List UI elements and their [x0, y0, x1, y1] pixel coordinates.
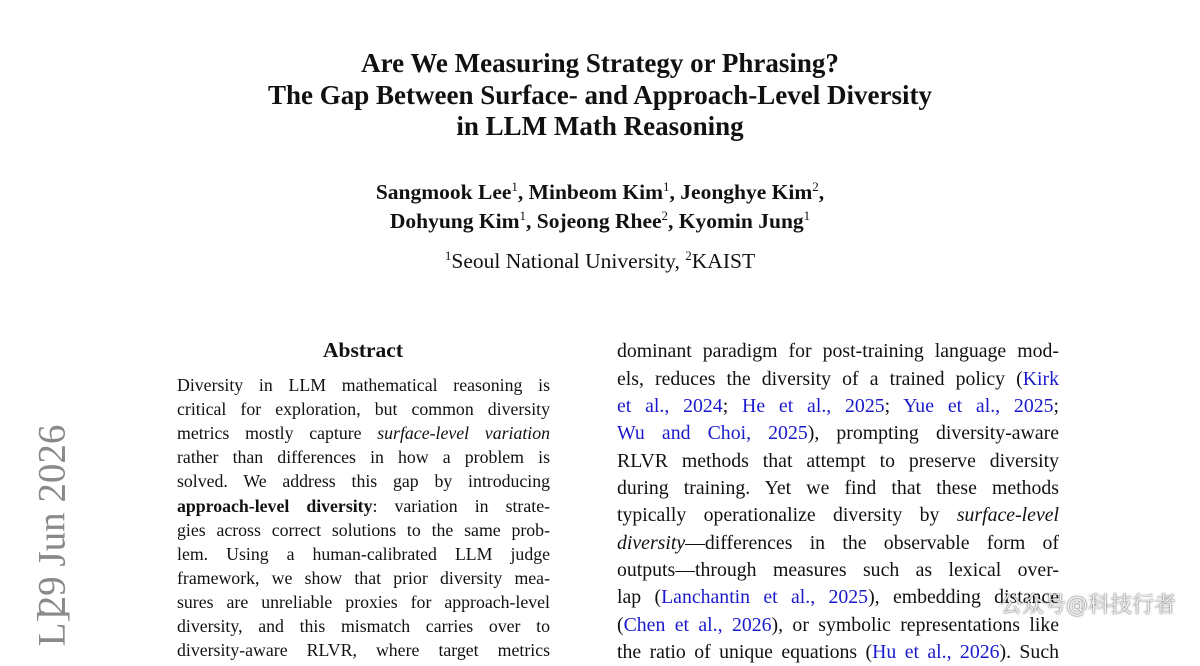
body-text: ;: [722, 395, 743, 417]
body-line: dominant paradigm for post-training language mod-: [617, 340, 1059, 362]
abstract-emphasis: surface-level variation: [377, 423, 550, 443]
affil-name: KAIST: [691, 249, 756, 273]
title-line-3: in LLM Math Reasoning: [456, 111, 744, 141]
body-line: [617, 530, 1059, 557]
author-name: Dohyung Kim: [389, 209, 520, 233]
author-list: [150, 178, 1050, 236]
citation-link[interactable]: Wu and Choi, 2025: [617, 422, 808, 444]
watermark-text: 公众号@科技行者: [1000, 593, 1177, 618]
body-text: ), embedding distance: [868, 586, 1059, 608]
citation-link[interactable]: Yue et al., 2025: [903, 395, 1054, 417]
citation-link[interactable]: Chen et al., 2026: [623, 614, 772, 636]
arxiv-stamp-fragment: L]: [30, 609, 74, 647]
body-text: ;: [884, 395, 904, 417]
citation-link[interactable]: He et al., 2025: [742, 395, 885, 417]
citation-link[interactable]: Hu et al., 2026: [872, 641, 1000, 663]
abstract-line: gies across correct solutions to the same prob-: [177, 520, 550, 540]
body-text: ;: [1053, 395, 1059, 417]
author-affil-mark: 1: [511, 179, 518, 194]
body-line: [617, 420, 1059, 447]
abstract-text: : variation in strate-: [372, 496, 551, 516]
body-text: ). Such: [999, 641, 1059, 663]
author-affil-mark: 2: [661, 208, 669, 223]
abstract-line: [177, 494, 550, 518]
abstract-line: diversity, and this mismatch carries over to: [177, 616, 550, 636]
title-line-2: The Gap Between Surface- and Approach-Level Diversity: [268, 79, 932, 110]
abstract-line: rather than differences in how a problem is: [177, 447, 550, 467]
author-affil-mark: 1: [519, 208, 526, 223]
author-name: Sojeong Rhee: [536, 209, 662, 233]
abstract-line: diversity-aware RLVR, where target metrics: [177, 640, 550, 660]
author-name: Jeonghye Kim: [680, 180, 813, 204]
author-name: Minbeom Kim: [528, 180, 664, 204]
body-line: during training. Yet we find that these methods: [617, 477, 1059, 499]
abstract-line: framework, we show that prior diversity mea-: [177, 568, 550, 588]
body-line: outputs—through measures such as lexical over-: [617, 559, 1059, 581]
body-text: the ratio of unique equations (: [617, 641, 873, 663]
author-line-2: Dohyung Kim$^1$, Sojeong Rhee$^2$, Kyomin Jung$^1$: [389, 208, 811, 233]
body-line: [617, 639, 1059, 666]
author-name: Sangmook Lee: [375, 180, 512, 204]
body-emphasis: surface-level: [956, 504, 1059, 526]
body-text: (: [617, 614, 624, 636]
abstract-line: critical for exploration, but common diversity: [177, 399, 550, 419]
body-text: ), or symbolic representations like: [771, 614, 1059, 636]
abstract-heading: Abstract: [322, 338, 403, 362]
affil-mark: 1: [444, 248, 452, 263]
abstract-line: lem. Using a human-calibrated LLM judge: [177, 544, 550, 564]
body-line: [617, 584, 1059, 611]
citation-link[interactable]: et al., 2024: [617, 395, 723, 417]
abstract-line: solved. We address this gap by introducing: [177, 471, 550, 491]
body-line: [617, 366, 1059, 393]
author-affil-mark: 2: [812, 179, 819, 194]
affil-mark: 2: [685, 248, 692, 263]
author-affil-mark: 1: [663, 179, 670, 194]
body-text: els, reduces the diversity of a trained policy (: [617, 368, 1023, 390]
affil-name: Seoul National University,: [451, 249, 680, 273]
body-line: [617, 393, 1059, 420]
body-emphasis: diversity: [617, 532, 686, 554]
citation-link[interactable]: Lanchantin et al., 2025: [661, 586, 869, 608]
body-text: —differences in the observable form of: [685, 532, 1059, 554]
body-line: [617, 612, 1059, 639]
affiliations: [150, 247, 1050, 276]
abstract-bold-term: approach-level diversity: [177, 496, 373, 516]
author-line-1: Sangmook Lee$^1$, Minbeom Kim$^1$, Jeonghye Kim$^2$,: [375, 179, 825, 204]
body-line: RLVR methods that attempt to preserve diversity: [617, 450, 1059, 472]
abstract-line: sures are unreliable proxies for approach-level: [177, 592, 550, 612]
abstract-text: metrics mostly capture: [177, 423, 378, 443]
arxiv-date-stamp: 29 Jun 2026: [30, 424, 74, 616]
body-line: [617, 502, 1059, 529]
body-text: lap (: [617, 586, 662, 608]
body-text: ), prompting diversity-aware: [807, 422, 1059, 444]
body-text: typically operationalize diversity by: [617, 504, 957, 526]
citation-link[interactable]: Kirk: [1022, 368, 1059, 390]
paper-title: [150, 48, 1050, 143]
abstract-line: [177, 421, 550, 445]
title-line-1: Are We Measuring Strategy or Phrasing?: [361, 48, 839, 78]
abstract-line: Diversity in LLM mathematical reasoning is: [177, 375, 550, 395]
author-name: Kyomin Jung: [678, 209, 804, 233]
author-affil-mark: 1: [803, 208, 811, 223]
